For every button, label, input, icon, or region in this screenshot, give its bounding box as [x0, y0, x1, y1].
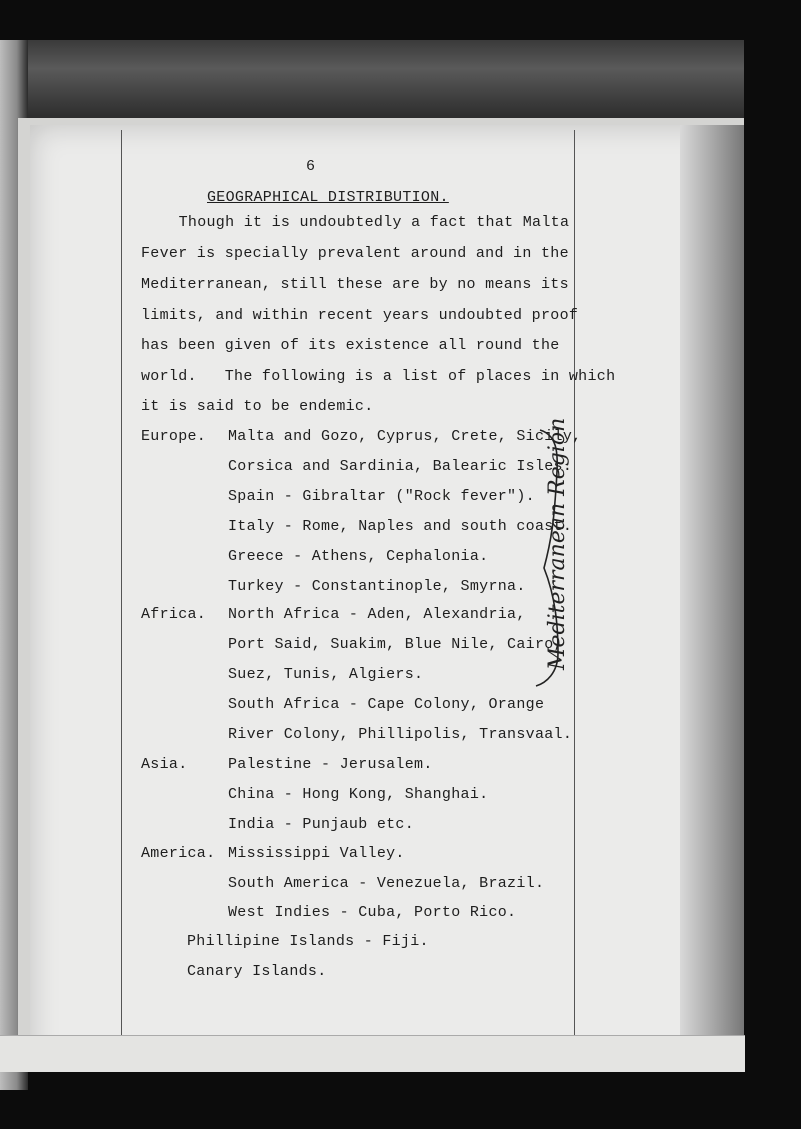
region-line: River Colony, Phillipolis, Transvaal.: [228, 726, 573, 743]
margin-annotation: [545, 417, 595, 670]
region-line: Italy - Rome, Naples and south coast.: [228, 518, 573, 535]
region-label: Africa.: [141, 606, 207, 623]
region-line: Greece - Athens, Cephalonia.: [228, 548, 489, 565]
paragraph-line: Mediterranean, still these are by no means its: [141, 276, 569, 293]
page-number: 6: [306, 158, 316, 175]
region-line: India - Punjaub etc.: [228, 816, 415, 833]
region-line: North Africa - Aden, Alexandria,: [228, 606, 526, 623]
paragraph-line: it is said to be endemic.: [141, 398, 374, 415]
region-line: Palestine - Jerusalem.: [228, 756, 433, 773]
region-line: West Indies - Cuba, Porto Rico.: [228, 904, 517, 921]
region-line: Port Said, Suakim, Blue Nile, Cairo,: [228, 636, 563, 653]
region-line: South America - Venezuela, Brazil.: [228, 875, 545, 892]
paragraph-line: Though it is undoubtedly a fact that Malta: [160, 214, 570, 231]
paragraph-line: world. The following is a list of places in which: [141, 368, 616, 385]
region-label: Asia.: [141, 756, 188, 773]
region-line: Mississippi Valley.: [228, 845, 405, 862]
region-line: Spain - Gibraltar ("Rock fever").: [228, 488, 535, 505]
page-right-edge: [680, 125, 744, 1070]
region-line: South Africa - Cape Colony, Orange: [228, 696, 545, 713]
left-margin-rule: [121, 130, 122, 1035]
region-line: China - Hong Kong, Shanghai.: [228, 786, 489, 803]
closing-line: Phillipine Islands - Fiji.: [187, 933, 429, 950]
section-heading: GEOGRAPHICAL DISTRIBUTION.: [207, 189, 449, 206]
margin-annotation-text: Mediterranean Region: [545, 417, 570, 670]
paragraph-line: Fever is specially prevalent around and in the: [141, 245, 569, 262]
region-line: Suez, Tunis, Algiers.: [228, 666, 424, 683]
region-label: Europe.: [141, 428, 207, 445]
paragraph-line: has been given of its existence all round the: [141, 337, 560, 354]
region-line: Malta and Gozo, Cyprus, Crete, Sicily,: [228, 428, 582, 445]
region-line: Turkey - Constantinople, Smyrna.: [228, 578, 526, 595]
closing-line: Canary Islands.: [187, 963, 327, 980]
document-page: [30, 125, 744, 1070]
region-label: America.: [141, 845, 216, 862]
page-bottom-band: [0, 1035, 745, 1072]
region-line: Corsica and Sardinia, Balearic Isles.: [228, 458, 573, 475]
paragraph-line: limits, and within recent years undoubted proof: [141, 307, 579, 324]
